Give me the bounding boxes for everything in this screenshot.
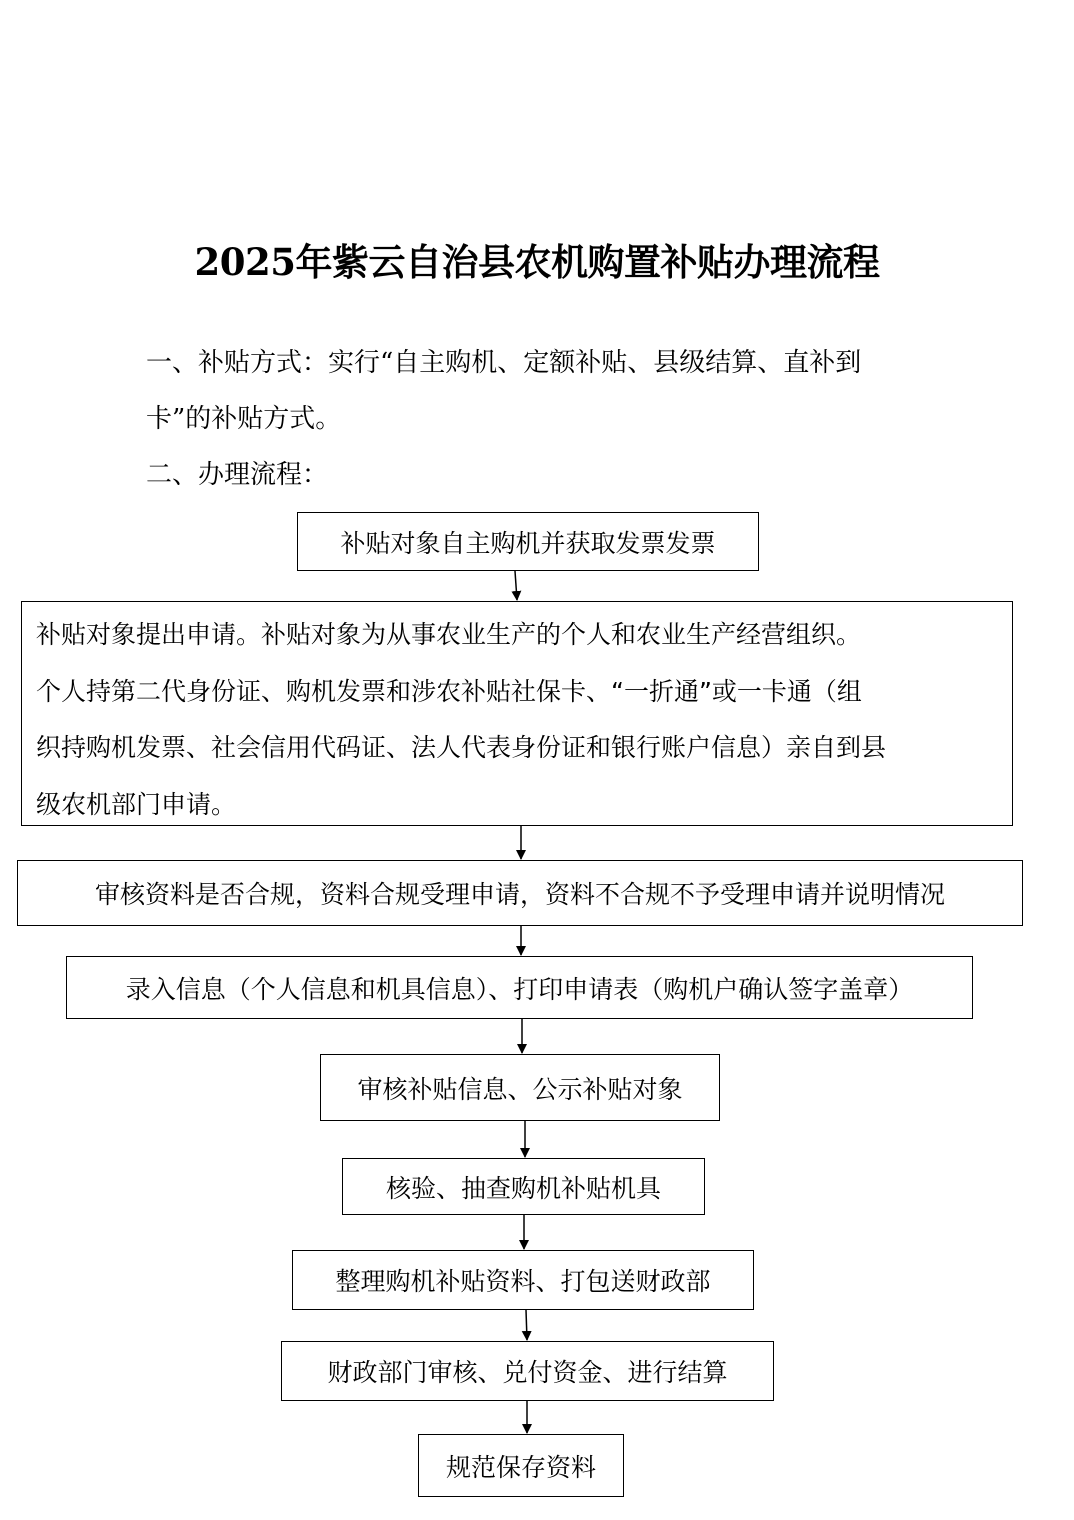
flow-step-apply-line-2: 个人持第二代身份证、购机发票和涉农补贴社保卡、“一折通”或一卡通（组	[36, 676, 862, 706]
subsidy-method-line-2: 卡”的补贴方式。	[146, 404, 342, 434]
arrow-7-to-8	[526, 1310, 527, 1340]
flow-step-purchase-label: 补贴对象自主购机并获取发票发票	[340, 528, 716, 558]
flow-step-apply-line-3: 织持购机发票、社会信用代码证、法人代表身份证和银行账户信息）亲自到县	[36, 733, 887, 762]
flow-step-apply-line-1: 补贴对象提出申请。补贴对象为从事农业生产的个人和农业生产经营组织。	[36, 620, 862, 649]
flow-step-inspect-label: 核验、抽查购机补贴机具	[385, 1173, 661, 1203]
flow-step-archive-label: 规范保存资料	[445, 1452, 596, 1482]
flow-step-review-documents-label: 审核资料是否合规，资料合规受理申请，资料不合规不予受理申请并说明情况	[94, 880, 945, 909]
flow-step-inspect	[342, 1158, 705, 1215]
process-heading: 二、办理流程：	[146, 460, 329, 490]
flow-step-apply	[21, 601, 1013, 826]
flow-step-package-to-finance-label: 整理购机补贴资料、打包送财政部	[335, 1267, 711, 1296]
flow-step-review-documents	[17, 860, 1023, 926]
flow-step-publicize	[320, 1054, 720, 1121]
arrow-1-to-2	[515, 571, 517, 600]
flow-step-purchase	[297, 512, 759, 571]
subsidy-method-line-1: 一、补贴方式：实行“自主购机、定额补贴、县级结算、直补到	[146, 348, 862, 378]
page-title: 2025年紫云自治县农机购置补贴办理流程	[194, 240, 880, 284]
flow-step-finance-settlement	[281, 1341, 774, 1401]
flow-step-publicize-label: 审核补贴信息、公示补贴对象	[357, 1074, 683, 1104]
flow-step-apply-line-4: 级农机部门申请。	[36, 789, 237, 819]
flow-step-enter-info	[66, 956, 973, 1019]
flow-step-finance-settlement-label: 财政部门审核、兑付资金、进行结算	[327, 1358, 728, 1387]
flow-step-archive	[418, 1434, 624, 1497]
flow-step-enter-info-label: 录入信息（个人信息和机具信息）、打印申请表（购机户确认签字盖章）	[125, 974, 914, 1004]
flow-step-package-to-finance	[292, 1250, 754, 1310]
